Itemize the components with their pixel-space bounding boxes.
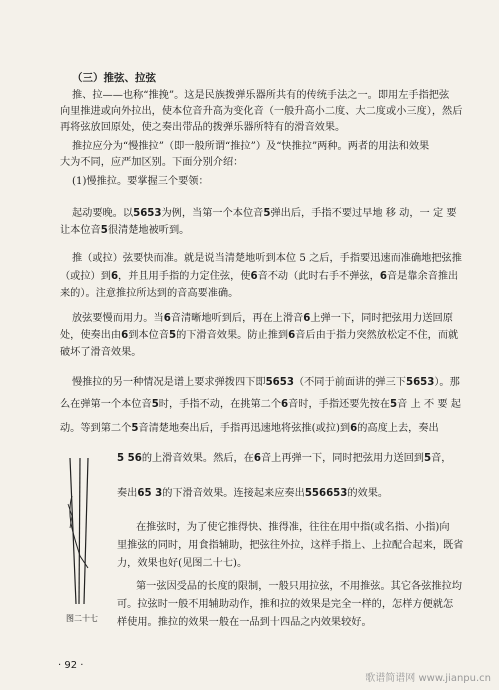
para1-line1: 推、拉——也称“推挽”。这是民族拨弹乐器所共有的传统手法之一。即用左手指把弦 <box>72 90 450 101</box>
para3-line1: 慢推拉的另一种情况是谱上要求弹拨四下即5653（不同于前面讲的弹三下5653）。那 <box>72 377 460 388</box>
para4-line1: 在推弦时，为了使它推得快、推得准，往往在用中指(或名指、小指)向 <box>136 522 450 533</box>
point3-line3: 破坏了滑音效果。 <box>60 347 142 358</box>
para4-line3: 力，效果也好(见图二十七)。 <box>117 558 248 569</box>
point2-line3: 来的）。注意推拉所达到的音高要准确。 <box>60 288 239 299</box>
para5-line1: 第一弦因受品的长度的限制，一般只用拉弦，不用推弦。其它各弦推拉均 <box>136 581 462 592</box>
para3-line3: 动。等到第二个5音清楚地奏出后，手指再迅速地将弦推(或拉)到6的高度上去，奏出 <box>60 423 439 434</box>
para1-line3: 再将弦放回原处，使之奏出带品的拨弹乐器所特有的滑音效果。 <box>60 122 346 133</box>
para3-line5: 奏出65 3的下滑音效果。连接起来应奏出556653的效果。 <box>117 488 389 499</box>
subheading: (1)慢推拉。要掌握三个要领： <box>72 176 209 187</box>
para3-line4: 5 56的上滑音效果。然后，在6音上再弹一下，同时把弦用力送回到5音， <box>117 453 452 464</box>
point2-line2: （或拉）到6，并且用手指的力定住弦，使6音不动（此时右手不弹弦，6音是靠余音推出 <box>60 271 459 282</box>
figure-caption: 图二十七 <box>66 614 98 623</box>
point2-line1: 推（或拉）弦要快而准。就是说当清楚地听到本位 5 之后，手指要迅速而准确地把弦推 <box>72 253 462 264</box>
notation-5653: 5653 <box>133 208 162 219</box>
para2-line1: 推拉应分为“慢推拉”（即一般所谓“推拉”）及“快推拉”两种。两者的用法和效果 <box>72 141 430 152</box>
note-5: 5 <box>263 208 271 219</box>
para5-line2: 可。拉弦时一般不用辅助动作，推和拉的效果是完全一样的，怎样方便就怎 <box>117 599 454 610</box>
watermark: 歌谱简谱网 www.jianpu.cn <box>365 673 491 684</box>
para1-line2: 向里推进或向外拉出，使本位音升高为变化音（一般升高小二度、大二度或小三度），然后 <box>60 106 463 117</box>
para3-line2: 么在弹第一个本位音5时，手指不动，在挑第二个6音时，手指还要先按在5音 上 不 要 起 <box>60 399 461 410</box>
para2-line2: 大为不同，应严加区别。下面分别介绍： <box>60 157 244 168</box>
point1-text-a: 起动要晚。以 <box>72 208 134 219</box>
point3-line1: 放弦要慢而用力。当6音清晰地听到后，再在上滑音6上弹一下，同时把弦用力送回原 <box>72 313 453 324</box>
point3-line2: 处，使奏出由6到本位音5的下滑音效果。防止推到6音后由于指力突然放松定不住，而就 <box>60 330 459 341</box>
point1-line2: 让本位音5很清楚地被听到。 <box>60 225 190 236</box>
para5-line3: 样使用。推拉的效果一般在一品到十四品之内效果较好。 <box>117 617 372 628</box>
page-number: · 92 · <box>58 660 84 671</box>
point1-text-c: 弹出后，手指不要过早地 移 动，一 定 要 <box>270 208 457 219</box>
para4-line2: 里推弦的同时，用食指辅助，把弦往外拉，这样手指上、上拉配合起来，既省 <box>117 540 464 551</box>
section-title: （三）推弦、拉弦 <box>72 72 156 84</box>
figure-27-strings-illustration <box>62 456 98 606</box>
point1-text-b: 为例，当第一个本位音 <box>161 208 264 219</box>
point1-line1 <box>72 207 457 221</box>
